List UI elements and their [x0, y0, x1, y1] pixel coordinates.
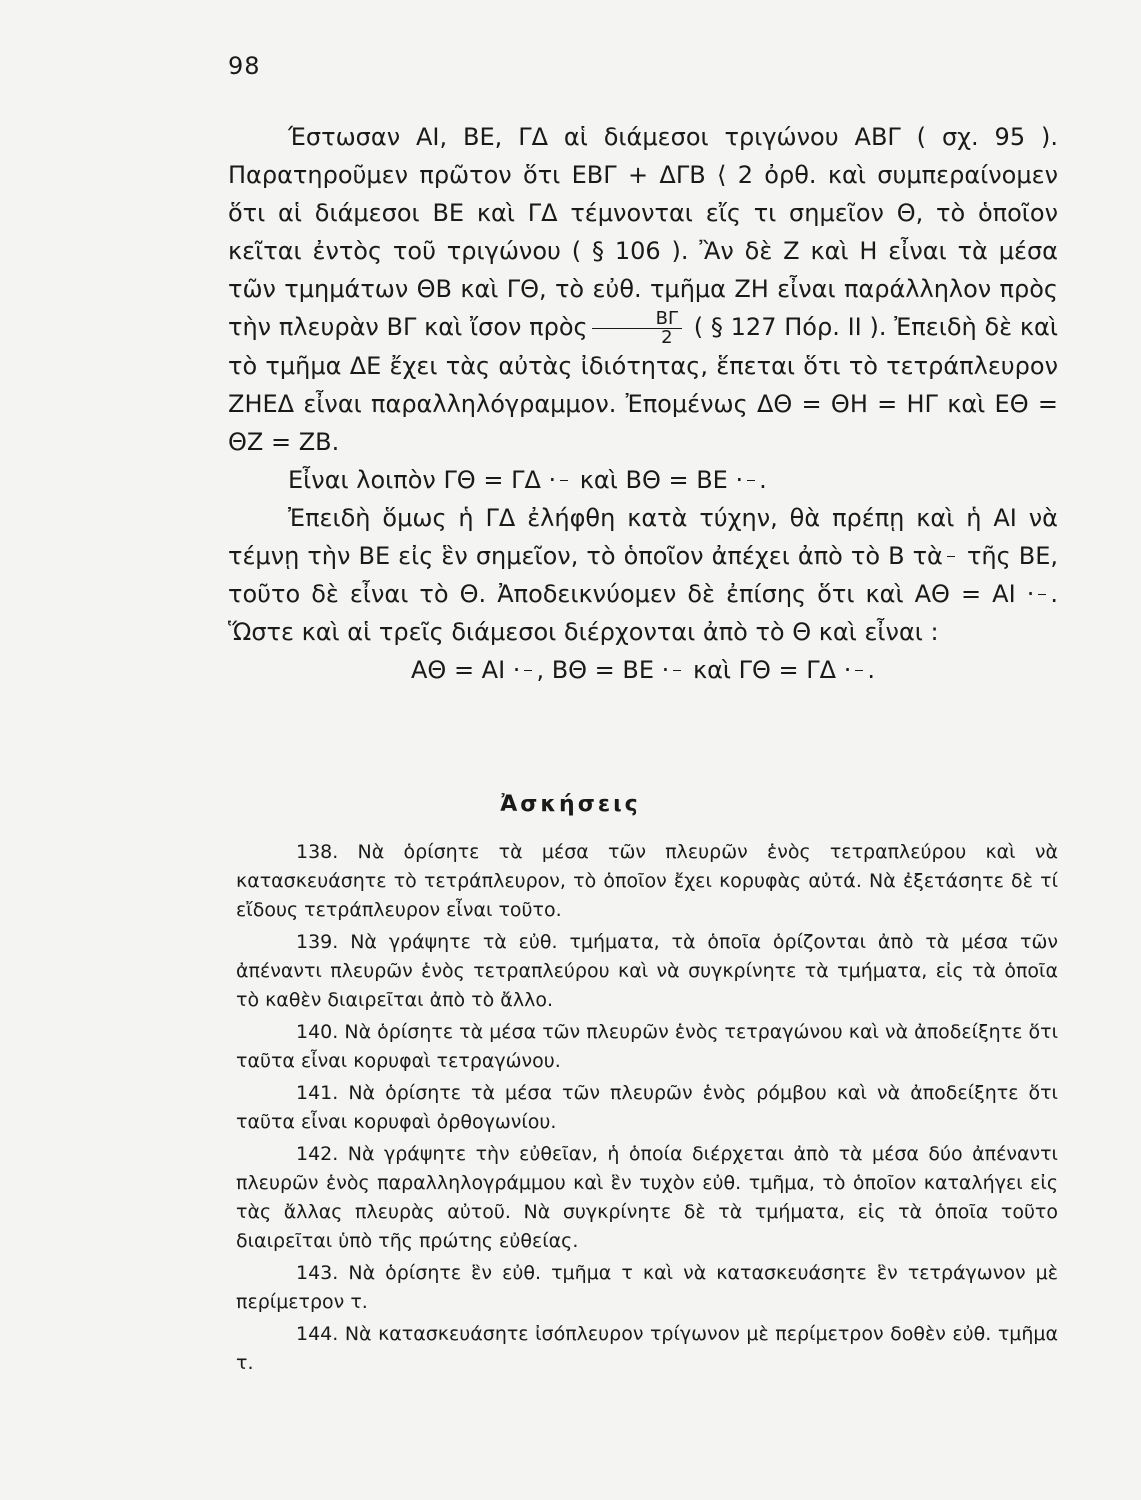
exercise-item: 139. Νὰ γράψητε τὰ εὐθ. τμήματα, τὰ ὁποῖα ὁρίζονται ἀπὸ τὰ μέσα τῶν ἀπέναντι πλευρῶν ἑνὸς τετραπλεύρου καὶ νὰ συγκρίνητε τὰ τμήματα, εἰς τὰ ὁποῖα τὸ καθὲν διαιρεῖται ἀπὸ τὸ ἄλλο.: [236, 931, 1058, 1011]
fraction-two-thirds: [947, 556, 955, 557]
exercise-item: 141. Νὰ ὁρίσητε τὰ μέσα τῶν πλευρῶν ἑνὸς ρόμβου καὶ νὰ ἀποδείξητε ὅτι ταῦτα εἶναι κορυφαὶ ὀρθογωνίου.: [236, 1082, 1058, 1133]
fraction-numerator: [673, 670, 681, 671]
conclusion-text-a: Ἐπειδὴ ὅμως ἡ ΓΔ ἐλήφθη κατὰ τύχην, θὰ πρέπῃ καὶ ἡ ΑΙ νὰ τέμνῃ τὴν ΒΕ εἰς ἓν σημεῖον, τὸ ὁποῖον ἀπέχει ἀπὸ τὸ Β τὰ: [228, 503, 1058, 570]
paragraph-conclusion: [228, 499, 1058, 651]
fraction-numerator: [1038, 594, 1046, 595]
conclusion-text-c: . Ὥστε καὶ αἱ τρεῖς διάμεσοι διέρχονται ἀπὸ τὸ Θ καὶ εἶναι :: [228, 579, 1058, 646]
fraction-numerator: [855, 670, 863, 671]
page-number: 98: [228, 52, 261, 80]
fraction-numerator: ΒΓ: [592, 310, 682, 329]
result-period: .: [759, 465, 767, 494]
exercises-list: [236, 838, 1058, 1381]
equation-period: .: [867, 655, 875, 684]
conclusion-text-b: τῆς ΒΕ, τοῦτο δὲ εἶναι τὸ Θ. Ἀποδεικνύομεν δὲ ἐπίσης ὅτι καὶ ΑΘ = ΑΙ ·: [228, 541, 1058, 608]
fraction-two-thirds: [673, 670, 681, 671]
exercise-item: 140. Νὰ ὁρίσητε τὰ μέσα τῶν πλευρῶν ἑνὸς τετραγώνου καὶ νὰ ἀποδείξητε ὅτι ταῦτα εἶναι κορυφαὶ τετραγώνου.: [236, 1021, 1058, 1072]
main-text: [228, 118, 1058, 689]
centered-equations: [228, 651, 1058, 689]
result-text-a: Εἶναι λοιπὸν ΓΘ = ΓΔ ·: [288, 465, 557, 494]
fraction-two-thirds: [747, 480, 755, 481]
exercise-item: 143. Νὰ ὁρίσητε ἓν εὐθ. τμῆμα τ καὶ νὰ κατασκευάσητε ἓν τετράγωνον μὲ περίμετρον τ.: [236, 1262, 1058, 1313]
proof-text: Έστωσαν ΑΙ, ΒΕ, ΓΔ αἱ διάμεσοι τριγώνου ΑΒΓ ( σχ. 95 ). Παρατηροῦμεν πρῶτον ὅτι ΕΒΓ + ΔΓΒ ⟨ 2 ὀρθ. καὶ συμπεραίνομεν ὅτι αἱ διάμεσοι ΒΕ καὶ ΓΔ τέμνονται εἴς τι σημεῖον Θ, τὸ ὁποῖον κεῖται ἐντὸς τοῦ τριγώνου ( § 106 ). Ἂν δὲ Ζ καὶ Η εἶναι τὰ μέσα τῶν τμημάτων ΘΒ καὶ ΓΘ, τὸ εὐθ. τμῆμα ΖΗ εἶναι παράλληλον πρὸς τὴν πλευρὰν ΒΓ καὶ ἴσον πρὸς: [228, 123, 1058, 341]
equation-a: ΑΘ = ΑΙ ·: [411, 655, 521, 684]
result-text-b: καὶ ΒΘ = ΒΕ ·: [579, 465, 744, 494]
paragraph-result: [228, 461, 1058, 499]
fraction-two-thirds: [855, 670, 863, 671]
fraction-numerator: [560, 480, 568, 481]
exercise-item: 142. Νὰ γράψητε τὴν εὐθεῖαν, ἡ ὁποία διέρχεται ἀπὸ τὰ μέσα δύο ἀπέναντι πλευρῶν ἑνὸς παραλληλογράμμου καὶ ἓν τυχὸν εὐθ. τμῆμα, τὸ ὁποῖον καταλήγει εἰς τὰς ἄλλας πλευρὰς αὐτοῦ. Νὰ συγκρίνητε δὲ τὰ τμήματα, εἰς τὰ ὁποῖα τοῦτο διαιρεῖται ὑπὸ τῆς πρώτης εὐθείας.: [236, 1143, 1058, 1252]
equation-c: καὶ ΓΘ = ΓΔ ·: [692, 655, 852, 684]
exercises-heading: Ἀσκήσεις: [500, 792, 641, 817]
proof-text-continued: ( § 127 Πόρ. ΙΙ ). Ἐπειδὴ δὲ καὶ τὸ τμῆμα ΔΕ ἔχει τὰς αὐτὰς ἰδιότητας, ἕπεται ὅτι τὸ τετράπλευρον ΖΗΕΔ εἶναι παραλληλόγραμμον. Ἐπομένως ΔΘ = ΘΗ = ΗΓ καὶ ΕΘ = ΘΖ = ΖΒ.: [228, 313, 1058, 456]
equation-b: , ΒΘ = ΒΕ ·: [536, 655, 670, 684]
fraction-numerator: [947, 556, 955, 557]
fraction-numerator: [524, 670, 532, 671]
fraction-two-thirds: [560, 480, 568, 481]
paragraph-proof: [228, 118, 1058, 461]
exercise-item: 144. Νὰ κατασκευάσητε ἰσόπλευρον τρίγωνον μὲ περίμετρον δοθὲν εὐθ. τμῆμα τ.: [236, 1323, 1058, 1374]
fraction-two-thirds: [524, 670, 532, 671]
fraction-denominator: 2: [661, 326, 673, 348]
fraction-numerator: [747, 480, 755, 481]
fraction-bg-over-2: [592, 307, 682, 348]
fraction-two-thirds: [1038, 594, 1046, 595]
exercise-item: 138. Νὰ ὁρίσητε τὰ μέσα τῶν πλευρῶν ἑνὸς τετραπλεύρου καὶ νὰ κατασκευάσητε τὸ τετράπλευρον, τὸ ὁποῖον ἔχει κορυφὰς αὐτά. Νὰ ἐξετάσητε δὲ τί εἴδους τετράπλευρον εἶναι τοῦτο.: [236, 841, 1058, 921]
